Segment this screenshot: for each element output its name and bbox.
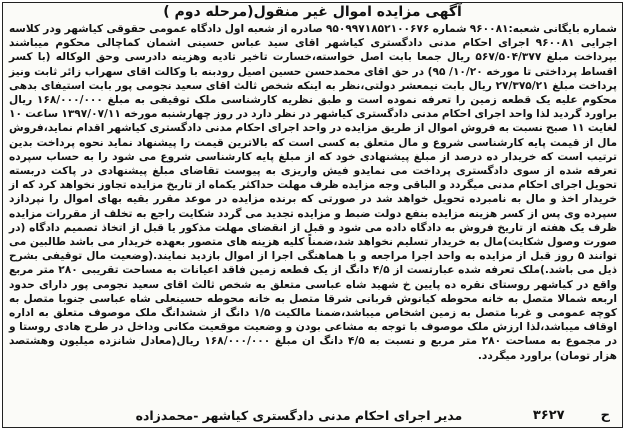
footer-code: ۳۶۲۷ bbox=[532, 407, 565, 423]
footer-signature: مدیر اجرای احکام مدنی دادگستری کیاشهر -محمدزاده bbox=[135, 407, 463, 423]
footer-symbol: ح bbox=[600, 407, 610, 423]
notice-body: شماره بایگانی شعبه:۹۶۰۰۸۱ شماره ۹۵۰۹۹۷۱۸۵۲۱۰۰۶۷۶ صادره از شعبه اول دادگاه عمومی حقوقی کیاشهر ودر کلاسه اجرایی ۹۶۰۰۸۱ اجرای احکام مدنی دادگستری کیاشهر اقای سید عباس حسینی اشمان کماچالی محکوم میباشند بپرداخت مبلغ ۵۶۷/۵۰۴/۳۷۷ ریال جمعا بابت اصل خواسته،خسارت تاخیر تادیه وهزینه دادرسی وحق الوکاله (با کسر اقساط پرداختی تا مورخه ۱۰/۲۰/ ۹۵) در حق اقای محمدحسن حسین اصیل رودبنه با وکالت اقای سهراب زائر ثابت ونیز پرداخت مبلغ ۲۷/۳۷۵/۲۱ ریال بابت نیمعشر دولتی،نظر به اینکه شخص ثالث اقای سعید نجومی پور بابت استیفای بدهی محکوم علیه یک قطعه زمین را تعرفه نموده است و طبق نظریه کارشناسی ملک توقیفی به مبلغ ۱۶۸/۰۰۰/۰۰۰ ریال براورد گردید لذا واحد اجرای احکام مدنی دادگستری کیاشهر در نظر دارد در روز چهارشنبه مورخه ۱۳۹۷/۰۷/۱۱ ساعت ۱۰ لغایت ۱۱ صبح نسبت به فروش اموال از طریق مزایده در واحد اجرای احکام مدنی دادگستری کیاشهر اقدام نماید،فروش مال از قیمت پایه کارشناسی شروع و مال متعلق به کسی است که بالاترین قیمت را پیشنهاد نماید نحوه پرداخت بدین ترتیب است که خریدار ده درصد از مبلغ پیشنهادی خود که از مبلغ پایه کارشناسی شروع می شود را به حساب سپرده تعرفه شده از سوی دادگستری پرداخت می نمایدو فیش واریزی به پیوست تقاضای مبلغ پیشنهادی در پاکت دربسته تحویل اجرای احکام مدنی میگردد و الباقی وجه مزایده ظرف مهلت حداکثر یکماه از تاریخ مزایده تجاوز نخواهد کرد که از خریدار اخذ و مال به نامبرده تحویل خواهد شد در صورتی که برنده مزایده در موعد مقرر بقیه بهای اموال را نپردازد سپرده وی پس از کسر هزینه مزایده بنفع دولت ضبط و مزایده تجدید می گردد شکایت راجع به تخلف از مقررات مزایده ظرف یک هفته از تاریخ فروش به دادگاه داده می شود و قبل از انقضای مهلت مذکور یا قبل از اتخاذ تصمیم دادگاه (در صورت وصول شکایت)مال به خریدار تسلیم نخواهد شد،ضمناً کلیه هزینه های متصور بعهده خریدار می باشد طالبین می توانند ۵ روز قبل از مزایده به واحد اجرا مراجعه و با هماهنگی اجرا از اموال بازدید نمایند.(وضعیت مال توقیفی بشرح ذیل می باشد.)ملک تعرفه شده عبارتست از ۴/۵ دانگ از یک قطعه زمین فاقد اعیانات به مساحت تقریبی ۲۸۰ متر مربع واقع در کیاشهر روستای نقره ده پایین خ شهید شاه عباسی متعلق به شخص ثالث اقای سعید نجومی پور دارای حدود اربعه شمالا متصل به خانه محوطه کیانوش قربانی شرقا متصل به خانه محوطه حسینعلی شاه عباسی جنوبا متصل به کوچه عمومی و غربا متصل به زمین اشخاص میباشد،ضمنا مالکیت ۱/۵ دانگ از ششدانگ ملک موصوف متعلق به اداره اوقاف میباشد،لذا ارزش ملک موصوف با توجه به مشاعی بودن و وضعیت موقعیت مکانی وداخل در طرح هادی روستا و در مجموع به مساحت ۲۸۰ متر مربع و نسبت به ۴/۵ دانگ ان مبلغ ۱۶۸/۰۰۰/۰۰۰ ریال(معادل شانزده میلیون وهشتصد هزار تومان) براورد میگردد. bbox=[9, 23, 618, 362]
auction-notice bbox=[2, 2, 623, 428]
notice-footer bbox=[3, 404, 622, 426]
notice-title: آگهی مزایده اموال غیر منقول(مرحله دوم ) bbox=[163, 4, 462, 20]
